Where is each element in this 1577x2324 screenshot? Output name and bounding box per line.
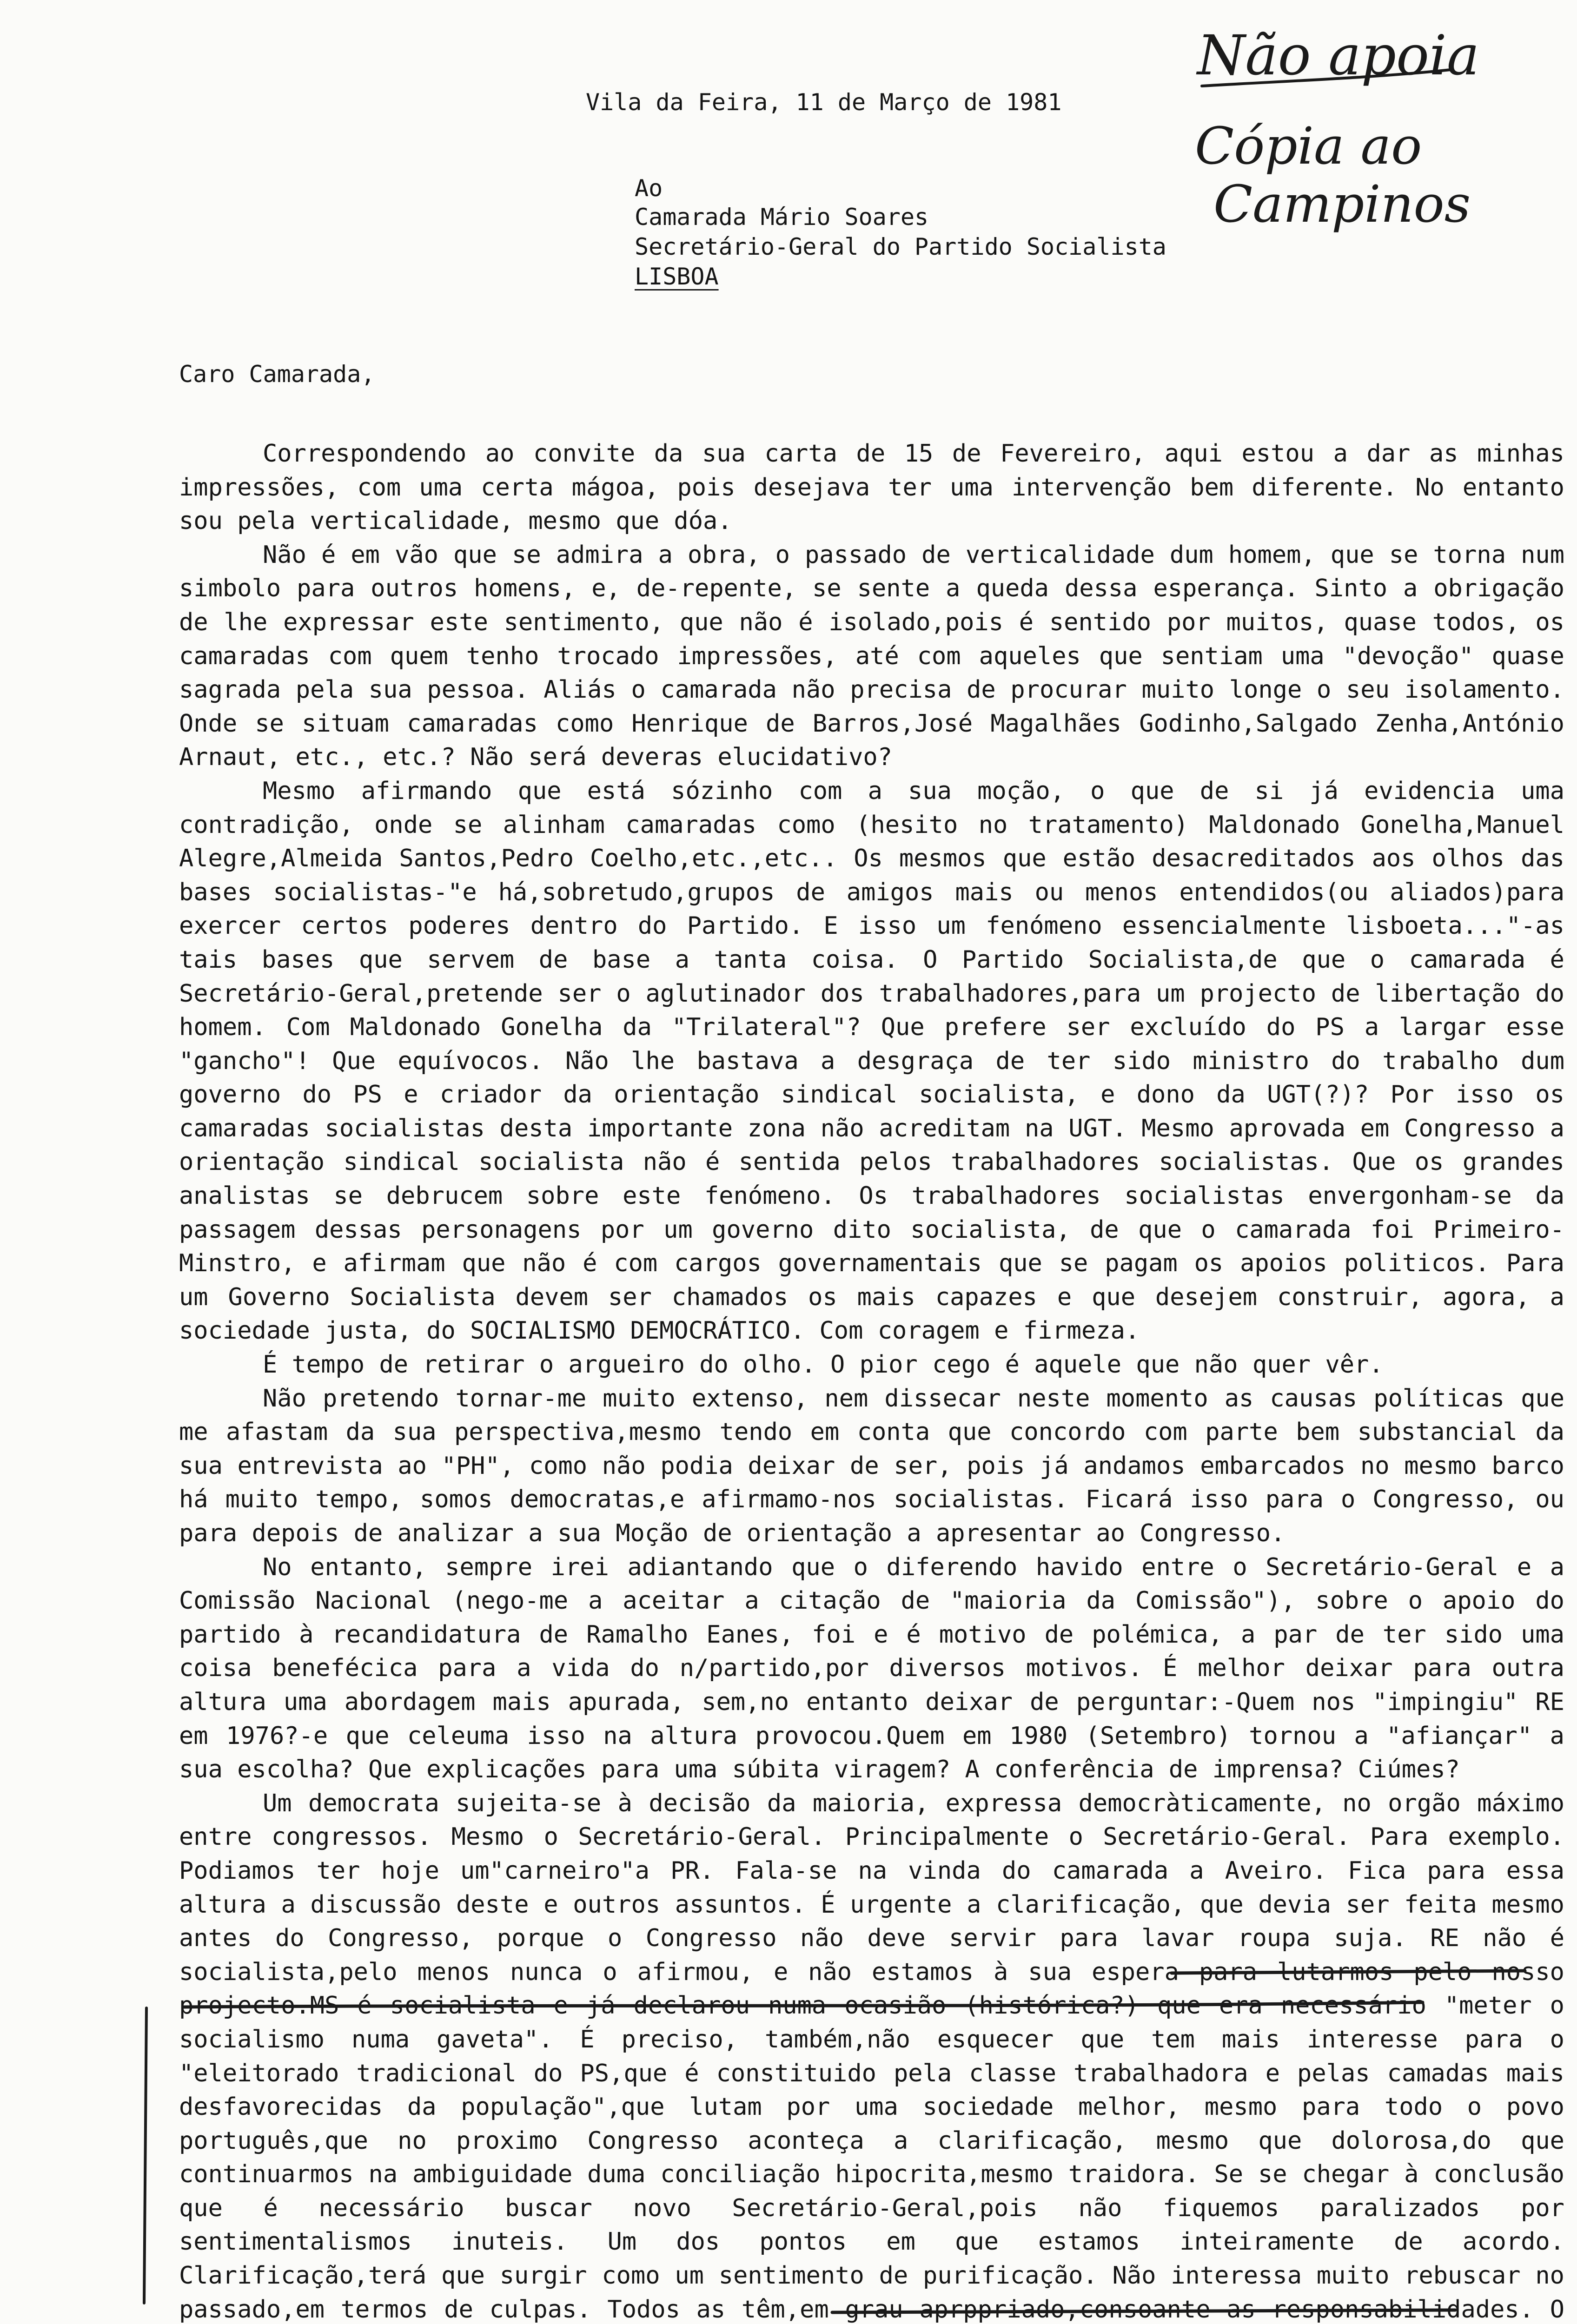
- body-paragraph: Não pretendo tornar-me muito extenso, nem dissecar neste momento as causas políticas que me afastam da sua perspectiva,mesmo tendo em conta que concordo com parte bem substancial da sua entrevista ao "PH", como não podia deixar de ser, pois já andamos embarcados no mesmo barco há muito tempo, somos democratas,e afirmamo-nos socialistas. Ficará isso para o Congresso, ou para depois de analizar a sua Moção de orientação a apresentar ao Congresso.: [179, 1384, 1564, 1547]
- handwritten-note: Campinos: [1213, 174, 1471, 234]
- salutation: Caro Camarada,: [179, 361, 375, 388]
- body-paragraph: Um democrata sujeita-se à decisão da maioria, expressa democràticamente, no orgão máximo entre congressos. Mesmo o Secretário-Geral. Principalmente o Secretário-Geral. Para exemplo. Podiamos ter hoje um"carneiro"a PR. Fala-se na vinda do camarada a Aveiro. Fica para essa altura a discussão deste e outros assuntos. É urgente a clarificação, que devia ser feita mesmo antes do Congresso, porque o Congresso não deve servir para lavar roupa suja. RE não é socialista,pelo menos nunca o afirmou, e não estamos à sua espera para lutarmos pelo nosso projecto.MS é socialista e já declarou numa ocasião (histórica?) que era necessário "meter o socialismo numa gaveta". É preciso, também,não esquecer que tem mais interesse para o "eleitorado tradicional do PS,que é constituido pela classe trabalhadora e pelas camadas mais desfavorecidas da população",que lutam por uma sociedade melhor, mesmo para todo o povo português,que no proximo Congresso aconteça a clarificação, mesmo que dolorosa,do que continuarmos na ambiguidade duma conciliação hipocrita,mesmo traidora. Se se chegar à conclusão que é necessário buscar novo Secretário-Geral,pois não fiquemos paralizados por sentimentalismos inuteis. Um dos pontos em que estamos inteiramente de acordo. Clarificação,terá que surgir como um sentimento de purificação. Não interessa muito rebuscar no passado,em termos de culpas. Todos as têm,em grau aprppriado,consoante as responsabilidades. O: [179, 1789, 1564, 2324]
- pen-underline: [184, 2002, 1423, 2007]
- margin-line: [144, 2008, 146, 2303]
- handwritten-note: Cópia ao: [1195, 116, 1422, 176]
- body-paragraph: Mesmo afirmando que está sózinho com a sua moção, o que de si já evidencia uma contradição, onde se alinham camaradas como (hesito no tratamento) Maldonado Gonelha,Manuel Alegre,Almeida Santos,Pedro Coelho,etc.,etc.. Os mesmos que estão desacreditados aos olhos das bases socialistas-"e há,sobretudo,grupos de amigos mais ou menos entendidos(ou aliados)para exercer certos poderes dentro do Partido. E isso um fenómeno essencialmente lisboeta..."-as tais bases que servem de base a tanta coisa. O Partido Socialista,de que o camarada é Secretário-Geral,pretende ser o aglutinador dos trabalhadores,para um projecto de libertação do homem. Com Maldonado Gonelha da "Trilateral"? Que prefere ser excluído do PS a largar esse "gancho"! Que equívocos. Não lhe bastava a desgraça de ter sido ministro do trabalho dum governo do PS e criador da orientação sindical socialista, e dono da UGT(?)? Por isso os camaradas socialistas desta importante zona não acreditam na UGT. Mesmo aprovada em Congresso a orientação sindical socialista não é sentida pelos trabalhadores socialistas. Que os grandes analistas se debrucem sobre este fenómeno. Os trabalhadores socialistas envergonham-se da passagem dessas personagens por um governo dito socialista, de que o camarada foi Primeiro-Minstro, e afirmam que não é com cargos governamentais que se pagam os apoios politicos. Para um Governo Socialista devem ser chamados os mais capazes e que desejem construir, agora, a sociedade justa, do SOCIALISMO DEMOCRÁTICO. Com coragem e firmeza.: [179, 777, 1564, 1345]
- addressee-line: Camarada Mário Soares: [635, 204, 929, 231]
- body-paragraph: No entanto, sempre irei adiantando que o diferendo havido entre o Secretário-Geral e a Comissão Nacional (nego-me a aceitar a citação de "maioria da Comissão"), sobre o apoio do partido à recandidatura de Ramalho Eanes, foi e é motivo de polémica, a par de ter sido uma coisa benefécica para a vida do n/partido,por diversos motivos. É melhor deixar para outra altura uma abordagem mais apurada, sem,no entanto deixar de perguntar:-Quem nos "impingiu" RE em 1976?-e que celeuma isso na altura provocou.Quem em 1980 (Setembro) tornou a "afiançar" a sua escolha? Que explicações para uma súbita viragem? A conferência de imprensa? Ciúmes?: [179, 1553, 1564, 1784]
- handwritten-underline: [1202, 70, 1451, 86]
- body-paragraph: É tempo de retirar o argueiro do olho. O pior cego é aquele que não quer vêr.: [263, 1351, 1384, 1379]
- addressee-city: LISBOA: [635, 263, 719, 290]
- body-paragraph: Correspondendo ao convite da sua carta de 15 de Fevereiro, aqui estou a dar as minhas impressões, com uma certa mágoa, pois desejava ter uma intervenção bem diferente. No entanto sou pela verticalidade, mesmo que dóa.: [179, 440, 1564, 535]
- addressee-line: Secretário-Geral do Partido Socialista: [635, 233, 1166, 260]
- pen-underline: [1172, 1971, 1525, 1973]
- addressee-line: Ao: [635, 175, 663, 202]
- handwritten-note: Não apoia: [1197, 23, 1480, 87]
- pen-underline: [832, 2310, 1455, 2312]
- dateline: Vila da Feira, 11 de Março de 1981: [586, 89, 1062, 116]
- body-paragraph: Não é em vão que se admira a obra, o passado de verticalidade dum homem, que se torna num simbolo para outros homens, e, de-repente, se sente a queda dessa esperança. Sinto a obrigação de lhe expressar este sentimento, que não é isolado,pois é sentido por muitos, quase todos, os camaradas com quem tenho trocado impressões, até com aqueles que sentiam uma "devoção" quase sagrada pela sua pessoa. Aliás o camarada não precisa de procurar muito longe o seu isolamento. Onde se situam camaradas como Henrique de Barros,José Magalhães Godinho,Salgado Zenha,António Arnaut, etc., etc.? Não será deveras elucidativo?: [179, 541, 1564, 772]
